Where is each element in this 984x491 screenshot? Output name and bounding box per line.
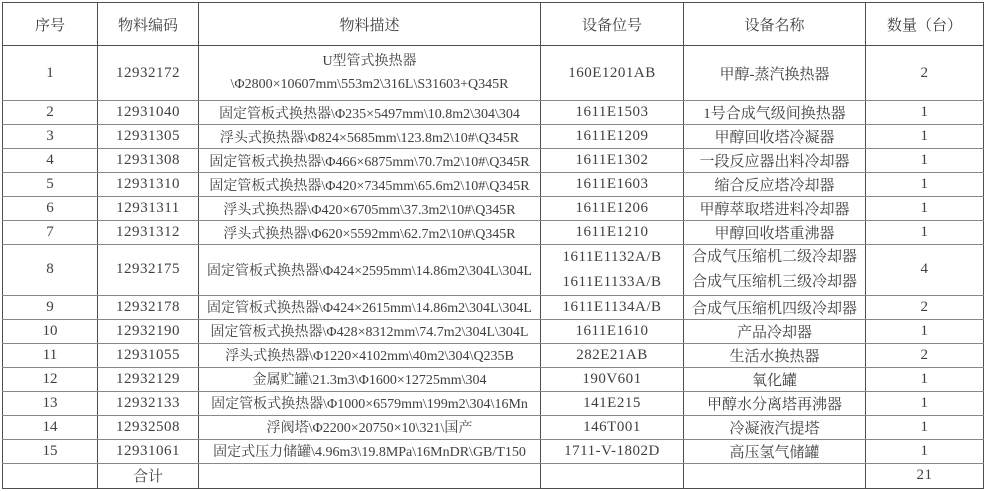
cell-code: 12932508 [98, 415, 199, 439]
cell-name: 甲醇回收塔冷凝器 [684, 125, 866, 149]
cell-qty: 1 [866, 319, 984, 343]
cell-name-line: 合成气压缩机三级冷却器 [691, 273, 857, 290]
cell-code: 12931061 [98, 439, 199, 463]
cell-name: 氧化罐 [684, 367, 866, 391]
cell-code: 12932175 [98, 245, 199, 296]
cell-name-line: 合成气压缩机二级冷却器 [691, 249, 857, 265]
cell-desc: 浮头式换热器\Φ1220×4102mm\40m2\304\Q235B [199, 343, 541, 367]
cell-tag: 282E21AB [541, 343, 684, 367]
cell-name: 一段反应器出料冷却器 [684, 149, 866, 173]
table-row [3, 391, 984, 415]
cell-serial: 1 [3, 46, 98, 101]
table-row [3, 197, 984, 221]
cell-name: 1号合成气级间换热器 [684, 101, 866, 125]
cell-serial: 4 [3, 149, 98, 173]
cell-name: 合成气压缩机四级冷却器 [684, 295, 866, 319]
cell-tag: 1611E1503 [541, 101, 684, 125]
cell-qty: 1 [866, 221, 984, 245]
total-empty-serial [3, 463, 98, 488]
table-row [3, 319, 984, 343]
cell-desc [199, 46, 541, 101]
cell-qty: 2 [866, 46, 984, 101]
table-row [3, 149, 984, 173]
table-row [3, 221, 984, 245]
cell-name: 甲醇回收塔重沸器 [684, 221, 866, 245]
table-header [3, 3, 984, 46]
cell-desc-line: U型管式换热器 [322, 53, 417, 69]
cell-code: 12931308 [98, 149, 199, 173]
header-row [3, 3, 984, 46]
cell-tag-line: 1611E1132A/B [562, 249, 662, 265]
cell-qty: 1 [866, 439, 984, 463]
cell-code: 12932190 [98, 319, 199, 343]
cell-desc: 固定管板式换热器\Φ466×6875mm\70.7m2\10#\Q345R [199, 149, 541, 173]
cell-name: 冷凝液汽提塔 [684, 415, 866, 439]
cell-serial: 5 [3, 173, 98, 197]
cell-serial: 9 [3, 295, 98, 319]
cell-desc: 固定管板式换热器\Φ424×2595mm\14.86m2\304L\304L [199, 245, 541, 296]
cell-tag-line: 1611E1133A/B [562, 273, 662, 290]
cell-tag: 1611E1209 [541, 125, 684, 149]
header-qty: 数量（台） [866, 3, 984, 46]
table-footer [3, 463, 984, 488]
header-code: 物料编码 [98, 3, 199, 46]
header-name: 设备名称 [684, 3, 866, 46]
table-row [3, 295, 984, 319]
cell-name: 甲醇水分离塔再沸器 [684, 391, 866, 415]
cell-desc: 金属贮罐\21.3m3\Φ1600×12725mm\304 [199, 367, 541, 391]
cell-desc: 固定管板式换热器\Φ235×5497mm\10.8m2\304\304 [199, 101, 541, 125]
cell-serial: 12 [3, 367, 98, 391]
cell-qty: 1 [866, 415, 984, 439]
cell-qty: 1 [866, 391, 984, 415]
cell-desc: 浮头式换热器\Φ620×5592mm\62.7m2\10#\Q345R [199, 221, 541, 245]
cell-name: 缩合反应塔冷却器 [684, 173, 866, 197]
cell-name: 甲醇萃取塔进料冷却器 [684, 197, 866, 221]
cell-tag: 146T001 [541, 415, 684, 439]
cell-desc-line: \Φ2800×10607mm\553m2\316L\S31603+Q345R [230, 77, 509, 92]
cell-qty: 1 [866, 367, 984, 391]
cell-serial: 3 [3, 125, 98, 149]
table-row [3, 343, 984, 367]
cell-desc: 固定式压力储罐\4.96m3\19.8MPa\16MnDR\GB/T150 [199, 439, 541, 463]
cell-tag: 1611E1210 [541, 221, 684, 245]
cell-name [684, 245, 866, 296]
cell-tag: 1611E1206 [541, 197, 684, 221]
table-row [3, 101, 984, 125]
cell-serial: 2 [3, 101, 98, 125]
cell-tag: 160E1201AB [541, 46, 684, 101]
table-row [3, 415, 984, 439]
cell-code: 12932172 [98, 46, 199, 101]
cell-code: 12931312 [98, 221, 199, 245]
cell-serial: 15 [3, 439, 98, 463]
cell-tag: 1611E1610 [541, 319, 684, 343]
cell-code: 12931305 [98, 125, 199, 149]
cell-tag: 1611E1603 [541, 173, 684, 197]
cell-tag: 141E215 [541, 391, 684, 415]
table-row [3, 173, 984, 197]
cell-qty: 1 [866, 197, 984, 221]
cell-qty: 1 [866, 173, 984, 197]
cell-serial: 7 [3, 221, 98, 245]
equipment-table [2, 2, 984, 489]
cell-serial: 8 [3, 245, 98, 296]
cell-desc: 浮头式换热器\Φ824×5685mm\123.8m2\10#\Q345R [199, 125, 541, 149]
cell-code: 12931040 [98, 101, 199, 125]
cell-desc: 浮阀塔\Φ2200×20750×10\321\国产 [199, 415, 541, 439]
cell-serial: 14 [3, 415, 98, 439]
total-row [3, 463, 984, 488]
cell-code: 12932178 [98, 295, 199, 319]
cell-code: 12931055 [98, 343, 199, 367]
cell-desc: 浮头式换热器\Φ420×6705mm\37.3m2\10#\Q345R [199, 197, 541, 221]
header-tag: 设备位号 [541, 3, 684, 46]
cell-code: 12931310 [98, 173, 199, 197]
total-empty-tag [541, 463, 684, 488]
total-qty: 21 [866, 463, 984, 488]
cell-qty: 2 [866, 295, 984, 319]
cell-code: 12931311 [98, 197, 199, 221]
total-label: 合计 [98, 463, 199, 488]
cell-serial: 11 [3, 343, 98, 367]
cell-qty: 4 [866, 245, 984, 296]
cell-name: 高压氢气储罐 [684, 439, 866, 463]
total-empty-desc [199, 463, 541, 488]
cell-tag: 190V601 [541, 367, 684, 391]
cell-desc: 固定管板式换热器\Φ424×2615mm\14.86m2\304L\304L [199, 295, 541, 319]
cell-desc: 固定管板式换热器\Φ428×8312mm\74.7m2\304L\304L [199, 319, 541, 343]
cell-desc: 固定管板式换热器\Φ1000×6579mm\199m2\304\16Mn [199, 391, 541, 415]
cell-tag: 1611E1134A/B [541, 295, 684, 319]
cell-qty: 1 [866, 101, 984, 125]
cell-tag: 1611E1302 [541, 149, 684, 173]
cell-desc: 固定管板式换热器\Φ420×7345mm\65.6m2\10#\Q345R [199, 173, 541, 197]
total-empty-name [684, 463, 866, 488]
table-row [3, 245, 984, 296]
cell-qty: 1 [866, 149, 984, 173]
cell-serial: 6 [3, 197, 98, 221]
cell-tag [541, 245, 684, 296]
table-row [3, 46, 984, 101]
cell-serial: 10 [3, 319, 98, 343]
cell-qty: 2 [866, 343, 984, 367]
cell-name: 甲醇-蒸汽换热器 [684, 46, 866, 101]
table-row [3, 125, 984, 149]
cell-name: 产品冷却器 [684, 319, 866, 343]
header-serial: 序号 [3, 3, 98, 46]
cell-tag: 1711-V-1802D [541, 439, 684, 463]
cell-serial: 13 [3, 391, 98, 415]
cell-code: 12932129 [98, 367, 199, 391]
table-row [3, 439, 984, 463]
cell-code: 12932133 [98, 391, 199, 415]
table-row [3, 367, 984, 391]
cell-name: 生活水换热器 [684, 343, 866, 367]
header-desc: 物料描述 [199, 3, 541, 46]
cell-qty: 1 [866, 125, 984, 149]
table-body [3, 46, 984, 464]
